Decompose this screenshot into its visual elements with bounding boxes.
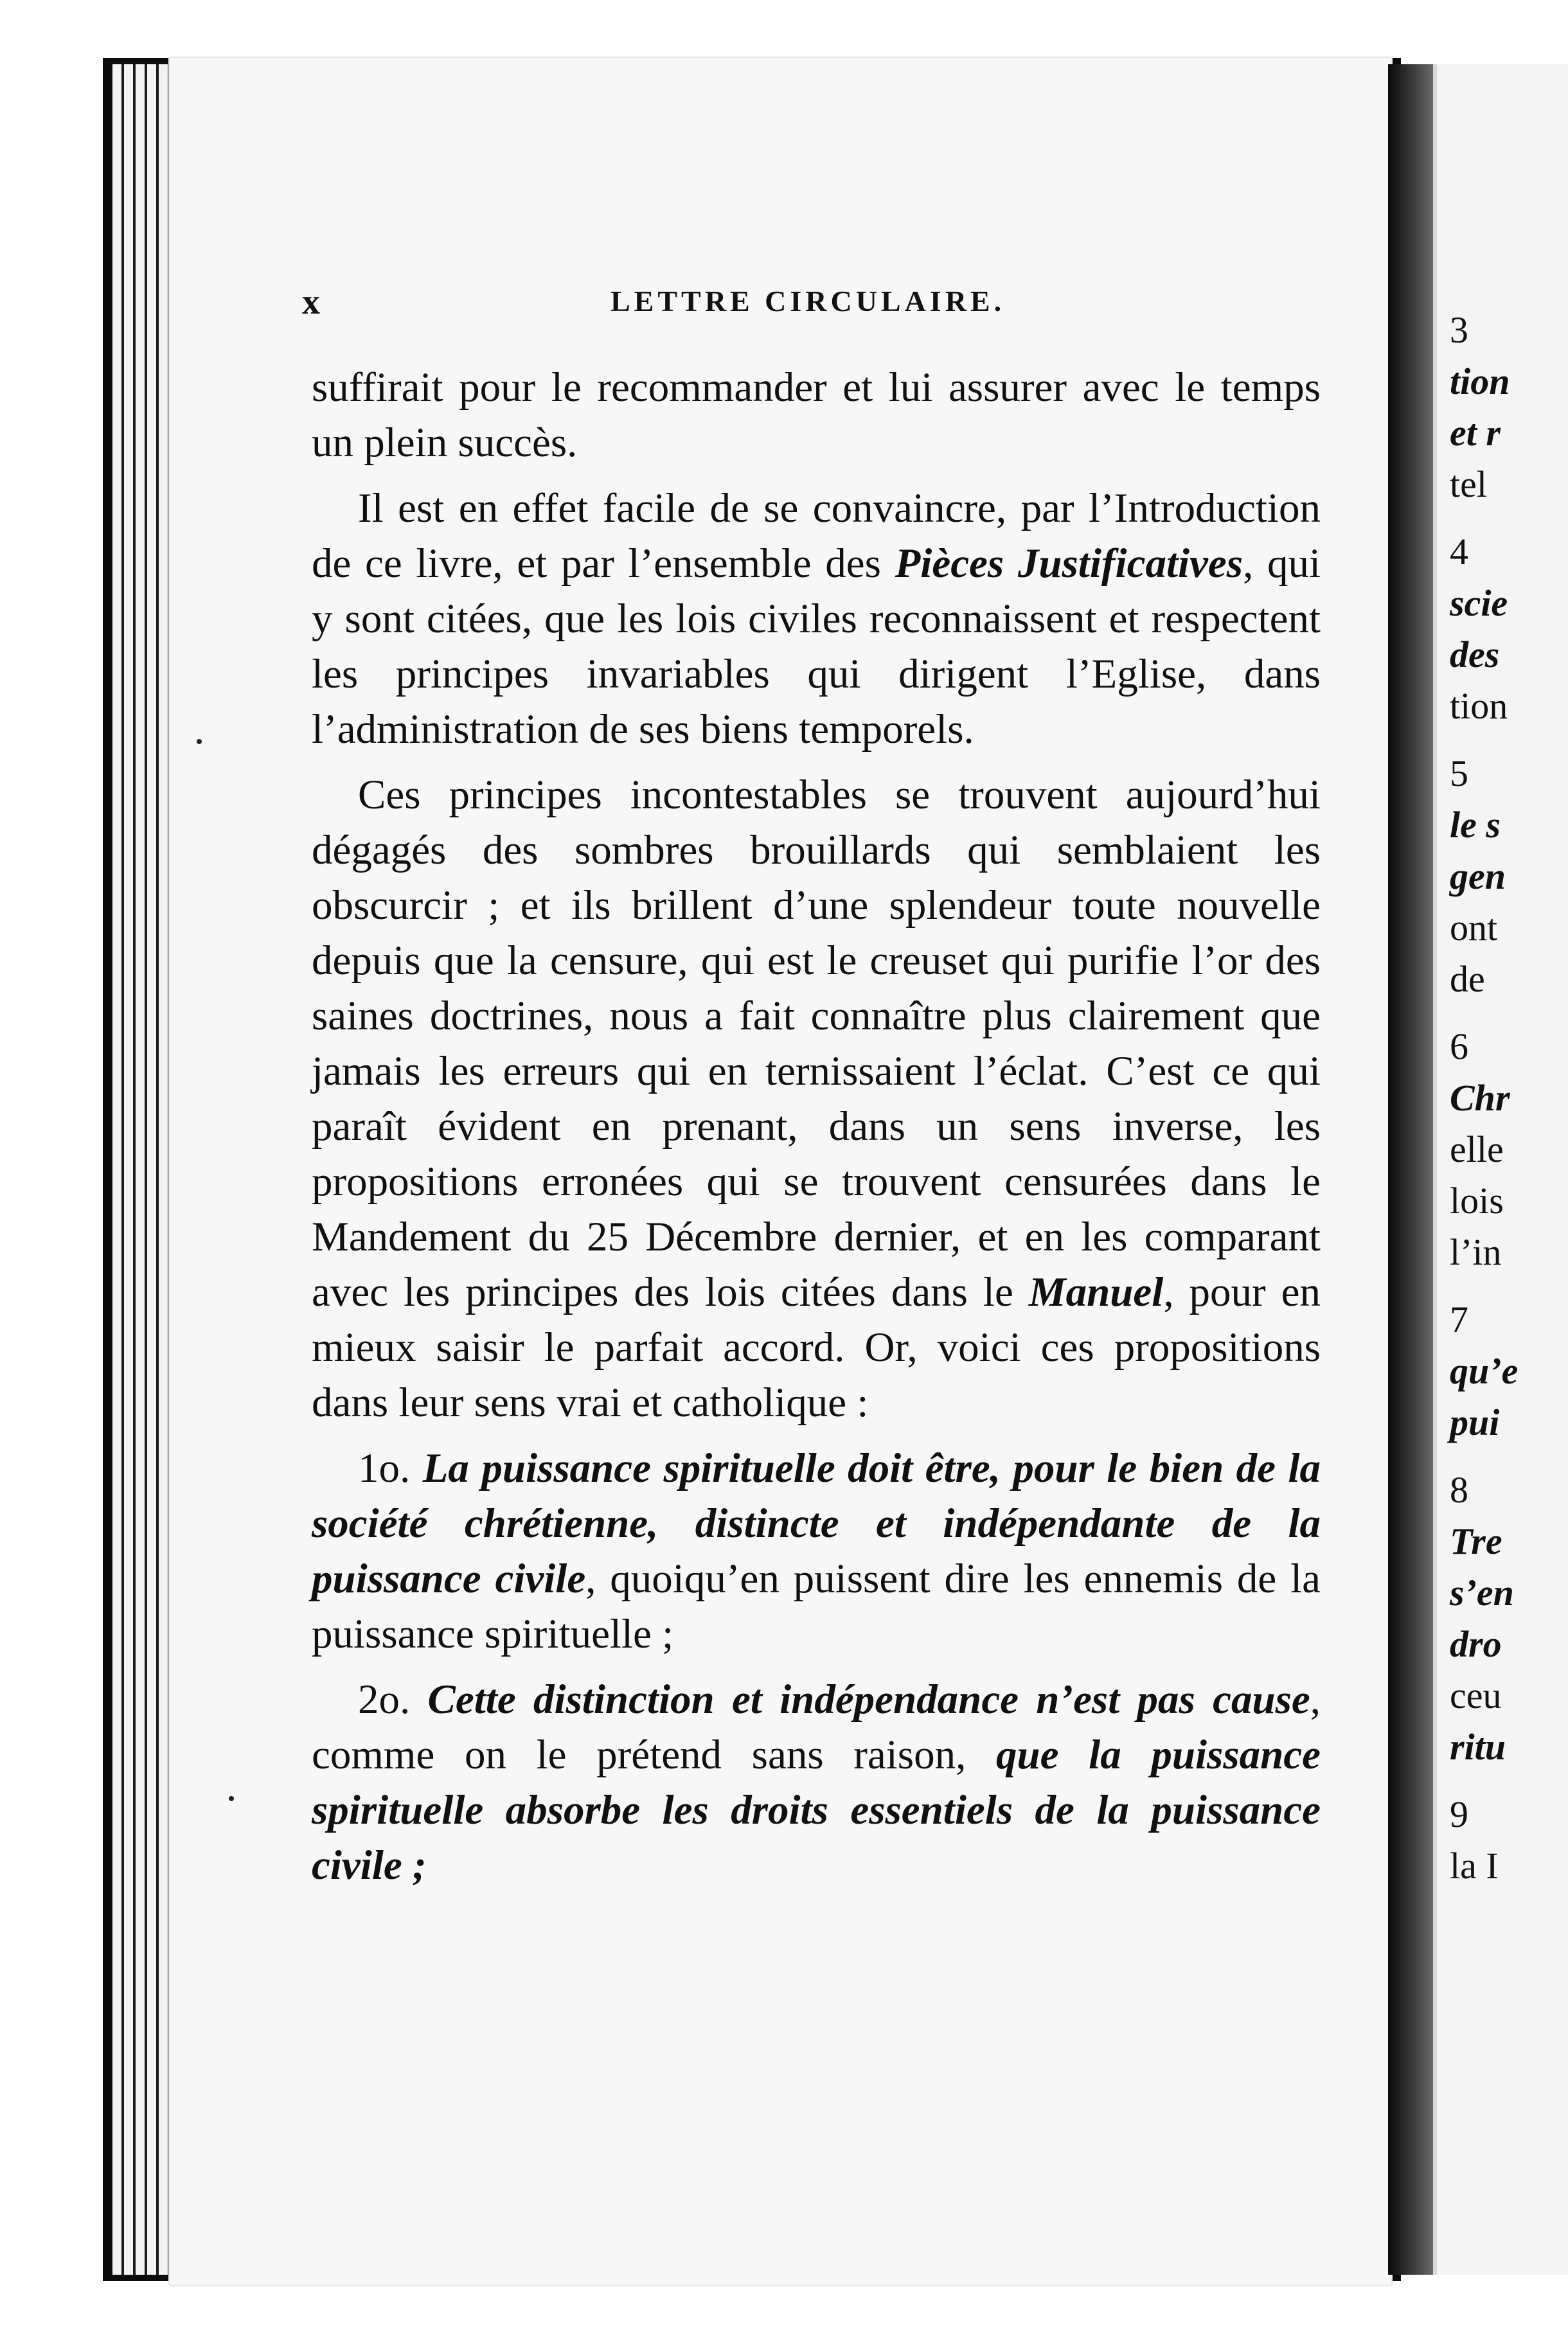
facing-page-line: qu’e [1450, 1350, 1519, 1392]
facing-page-line: le s [1450, 804, 1501, 846]
facing-page-line: des [1450, 634, 1500, 675]
paragraph-2-text-end: , qui y sont citées, que les lois civiles reconnaissent et respectent les principes invariables qui dirigent l’Eglise, dans l’administration de ses biens temporels. [312, 540, 1321, 752]
facing-page-line: dro [1450, 1623, 1502, 1665]
facing-page-line: ont [1450, 907, 1498, 948]
paragraph-3 [312, 767, 1321, 1430]
facing-page-line: ritu [1450, 1726, 1506, 1768]
facing-page-line: elle [1450, 1128, 1504, 1170]
paragraph-3-text-end: , pour en mieux saisir le parfait accord. Or, voici ces propositions dans leur sens vrai et catholique : [312, 1269, 1321, 1426]
facing-page-line: Tre [1450, 1520, 1502, 1562]
proposition-1-italic: La puissance spirituelle doit être, pour le bien de la société chrétienne, distincte et indépendante de la puissance civile [312, 1445, 1321, 1602]
running-title: LETTRE CIRCULAIRE. [610, 285, 1006, 317]
paragraph-2 [312, 481, 1321, 757]
facing-page-line: et r [1450, 412, 1501, 454]
facing-page-line: 5 [1450, 752, 1468, 794]
facing-page-line: tion [1450, 360, 1510, 402]
proposition-2-italic: Cette distinction et indépendance n’est pas cause [427, 1676, 1310, 1723]
facing-page-line: gen [1450, 855, 1506, 897]
page-number: x [302, 282, 320, 322]
ink-speck [229, 1796, 234, 1801]
proposition-2-text: , comme on le prétend sans raison, [312, 1676, 1321, 1778]
facing-page-line: la I [1450, 1845, 1499, 1887]
facing-page-line: pui [1450, 1401, 1500, 1443]
facing-page-line: tel [1450, 463, 1487, 505]
ink-speck [197, 739, 202, 744]
facing-page-line: 3 [1450, 309, 1468, 351]
paragraph-3-text: Ces principes incontestables se trouvent aujourd’hui dégagés des sombres brouillards qui semblaient les obscurcir ; et ils brillent d’une splendeur toute nouvelle depuis que la censure, qui est le creuset qui purifie l’or des saines doctrines, nous a fait connaître plus clairement que jamais les erreurs qui en ternissaient l’éclat. C’est ce qui paraît évident en prenant, dans un sens inverse, les propositions erronées qui se trouvent censurées dans le Mandement du 25 Décembre dernier, et en les comparant avec les principes des lois citées dans le [312, 772, 1321, 1315]
facing-page-line: 6 [1450, 1026, 1468, 1067]
facing-page-line: l’in [1450, 1231, 1502, 1273]
paragraph-1 [312, 360, 1321, 470]
body-text [312, 360, 1321, 1903]
facing-page-line: tion [1450, 685, 1508, 727]
facing-page-line: lois [1450, 1180, 1504, 1222]
facing-page-line: 8 [1450, 1469, 1468, 1511]
running-head [302, 281, 1330, 326]
proposition-2-italic-end: que la puissance spirituelle absorbe les droits essentiels de la puissance civile ; [312, 1732, 1321, 1889]
proposition-2-number: 2o. [358, 1676, 428, 1723]
facing-page-line: 4 [1450, 531, 1468, 573]
facing-page [1433, 64, 1568, 2275]
facing-page-line: scie [1450, 582, 1508, 624]
facing-page-line: de [1450, 958, 1485, 1000]
proposition-2 [312, 1672, 1321, 1893]
facing-page-line: Chr [1450, 1077, 1510, 1119]
page-gutter [1388, 64, 1433, 2275]
italic-title: Pièces Justificatives [895, 540, 1243, 587]
proposition-1 [312, 1441, 1321, 1662]
proposition-1-number: 1o. [358, 1445, 423, 1491]
proposition-1-text: , quoiqu’en puissent dire les ennemis de la puissance spirituelle ; [312, 1556, 1321, 1657]
facing-page-line: s’en [1450, 1572, 1514, 1614]
facing-page-line: ceu [1450, 1675, 1502, 1716]
italic-manuel: Manuel [1028, 1269, 1164, 1315]
facing-page-line: 7 [1450, 1299, 1468, 1340]
facing-page-line: 9 [1450, 1793, 1468, 1835]
page-edges [112, 64, 170, 2275]
paragraph-2-text: Il est en effet facile de se convaincre, par l’Introduction de ce livre, et par l’ensemble des [312, 485, 1321, 587]
paragraph-1-text: suffirait pour le recommander et lui assurer avec le temps un plein succès. [312, 364, 1321, 466]
